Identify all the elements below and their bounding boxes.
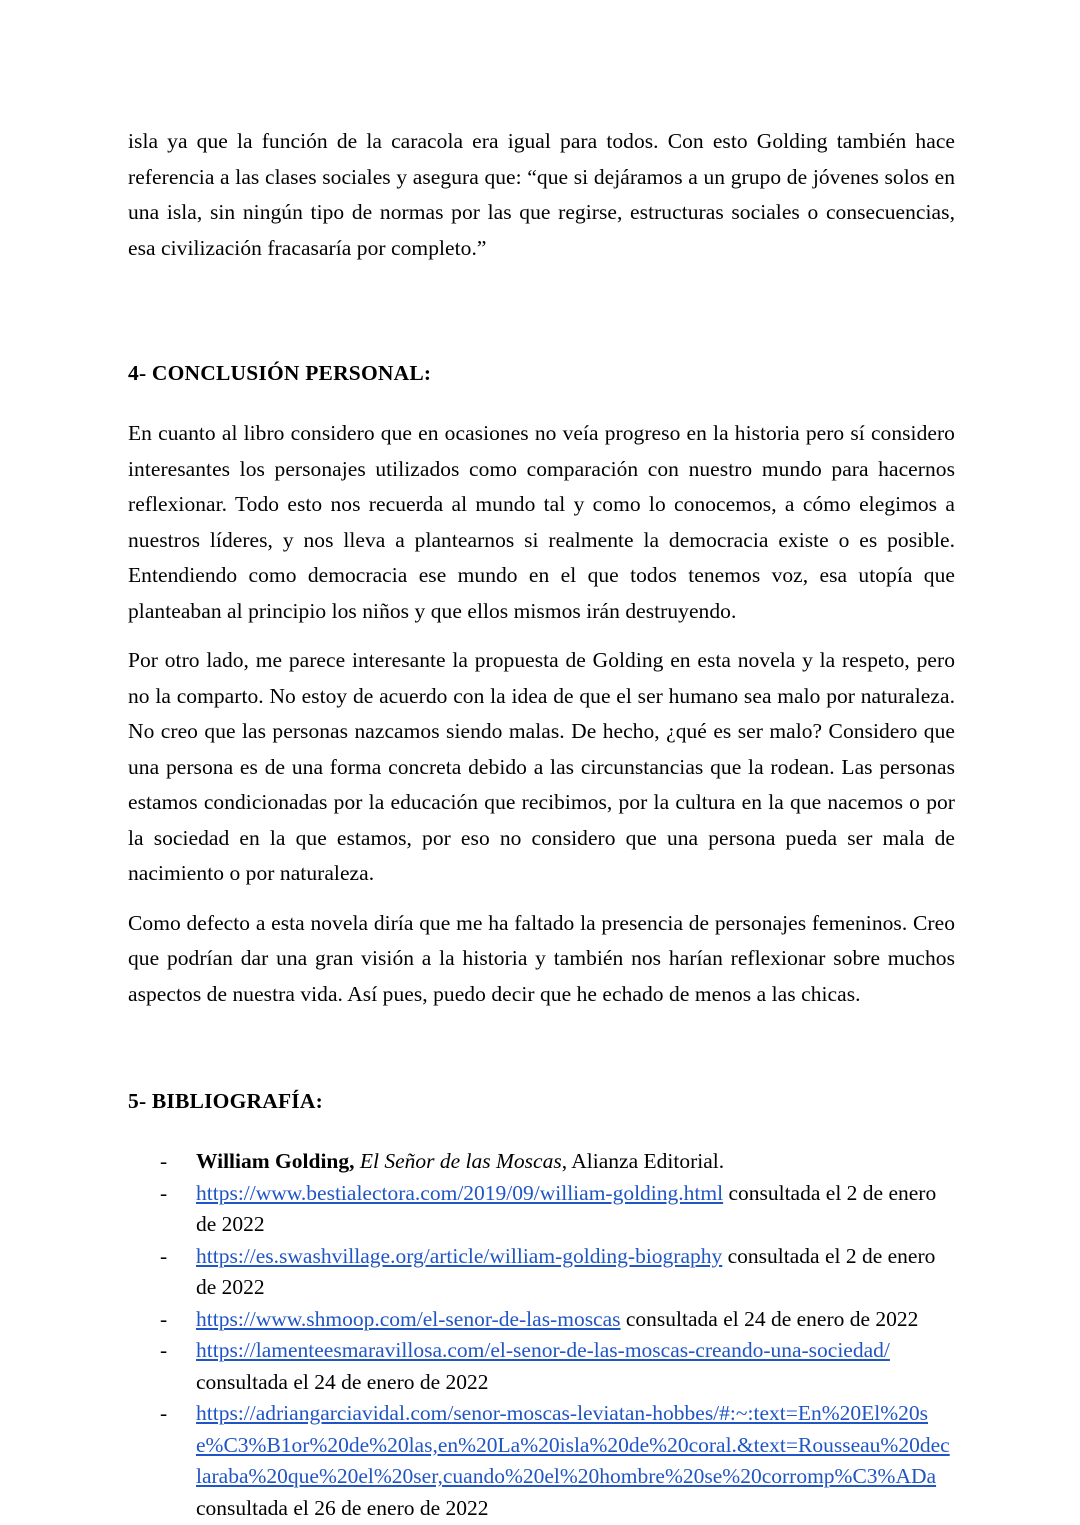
bibliography-list [128,1146,955,1524]
biblio-link-shmoop[interactable]: https://www.shmoop.com/el-senor-de-las-moscas [196,1306,621,1331]
heading-bibliografia: 5- BIBLIOGRAFÍA: [128,1089,323,1113]
biblio-link-adriangarciavidal[interactable]: https://adriangarciavidal.com/senor-moscas-leviatan-hobbes/#:~:text=En%20El%20se%C3%B1or%20de%20las,en%20La%20isla%20de%20coral.&text=Rousseau%20declaraba%20que%20el%20ser,cuando%20el%20hombre%20se%20corromp%C3%ADa [196,1401,950,1488]
list-item [128,1241,955,1304]
list-bullet-dash: - [160,1180,168,1205]
biblio-title: El Señor de las Moscas [359,1149,562,1173]
biblio-consult-note: consultada el 24 de enero de 2022 [196,1369,489,1394]
paragraph-continuation: isla ya que la función de la caracola era igual para todos. Con esto Golding también hace referencia a las clases sociales y asegura que: “que si dejáramos a un grupo de jóvenes solos en una isla, sin ningún tipo de normas por las que regirse, estructuras sociales o consecuencias, esa civilización fracasaría por completo.” [128,129,955,260]
biblio-link-lamenteesmaravillosa[interactable]: https://lamenteesmaravillosa.com/el-senor-de-las-moscas-creando-una-sociedad/ [196,1338,890,1362]
biblio-consult-note: consultada el 2 de enero de 2022 [196,1180,937,1236]
list-item [128,1398,955,1524]
paragraph-conclusion-3: Como defecto a esta novela diría que me ha faltado la presencia de personajes femeninos. Creo que podrían dar una gran visión a la historia y también nos harían reflexionar sobre muchos aspectos de nuestra vida. Así pues, puedo decir que he echado de menos a las chicas. [128,910,955,1006]
list-item [128,1304,955,1336]
biblio-link-swashvillage[interactable]: https://es.swashvillage.org/article/william-golding-biography [196,1243,723,1268]
biblio-consult-note: consultada el 26 de enero de 2022 [196,1495,489,1520]
biblio-link-bestialectora[interactable]: https://www.bestialectora.com/2019/09/william-golding.html [196,1180,724,1205]
paragraph-conclusion-2: Por otro lado, me parece interesante la propuesta de Golding en esta novela y la respeto, pero no la comparto. No estoy de acuerdo con la idea de que el ser humano sea malo por naturaleza. No creo que las personas nazcamos siendo malas. De hecho, ¿qué es ser malo? Considero que una persona es de una forma concreta debido a las circunstancias que la rodean. Las personas estamos condicionadas por la educación que recibimos, por la cultura en la que nacemos o por la sociedad en la que estamos, por eso no considero que una persona pueda ser mala de nacimiento o por naturaleza. [128,648,955,885]
spacer [128,266,955,358]
heading-conclusion-personal: 4- CONCLUSIÓN PERSONAL: [128,361,432,385]
list-bullet-dash: - [160,1338,168,1362]
spacer [128,1012,955,1086]
document-body [128,124,955,1524]
biblio-consult-note: consultada el 2 de enero de 2022 [196,1243,936,1299]
paragraph-conclusion-1: En cuanto al libro considero que en ocasiones no veía progreso en la historia pero sí considero interesantes los personajes utilizados como comparación con nuestro mundo para hacernos reflexionar. Todo esto nos recuerda al mundo tal y como lo conocemos, a cómo elegimos a nuestros líderes, y nos lleva a plantearnos si realmente la democracia existe o es posible. Entendiendo como democracia ese mundo en el que todos tenemos voz, esa utopía que planteaban al principio los niños y que ellos mismos irán destruyendo. [128,421,955,623]
spacer [128,892,955,906]
list-item [128,1335,955,1398]
list-bullet-dash: - [160,1401,168,1425]
list-bullet-dash: - [160,1243,168,1268]
list-item [128,1146,955,1178]
biblio-consult-note: consultada el 24 de enero de 2022 [620,1306,919,1331]
list-bullet-dash: - [160,1149,168,1173]
spacer [128,1116,955,1146]
biblio-author: William Golding, [196,1149,355,1173]
spacer [128,629,955,643]
biblio-publisher: , Alianza Editorial. [561,1149,725,1173]
list-item [128,1178,955,1241]
list-bullet-dash: - [160,1306,168,1331]
spacer [128,388,955,416]
